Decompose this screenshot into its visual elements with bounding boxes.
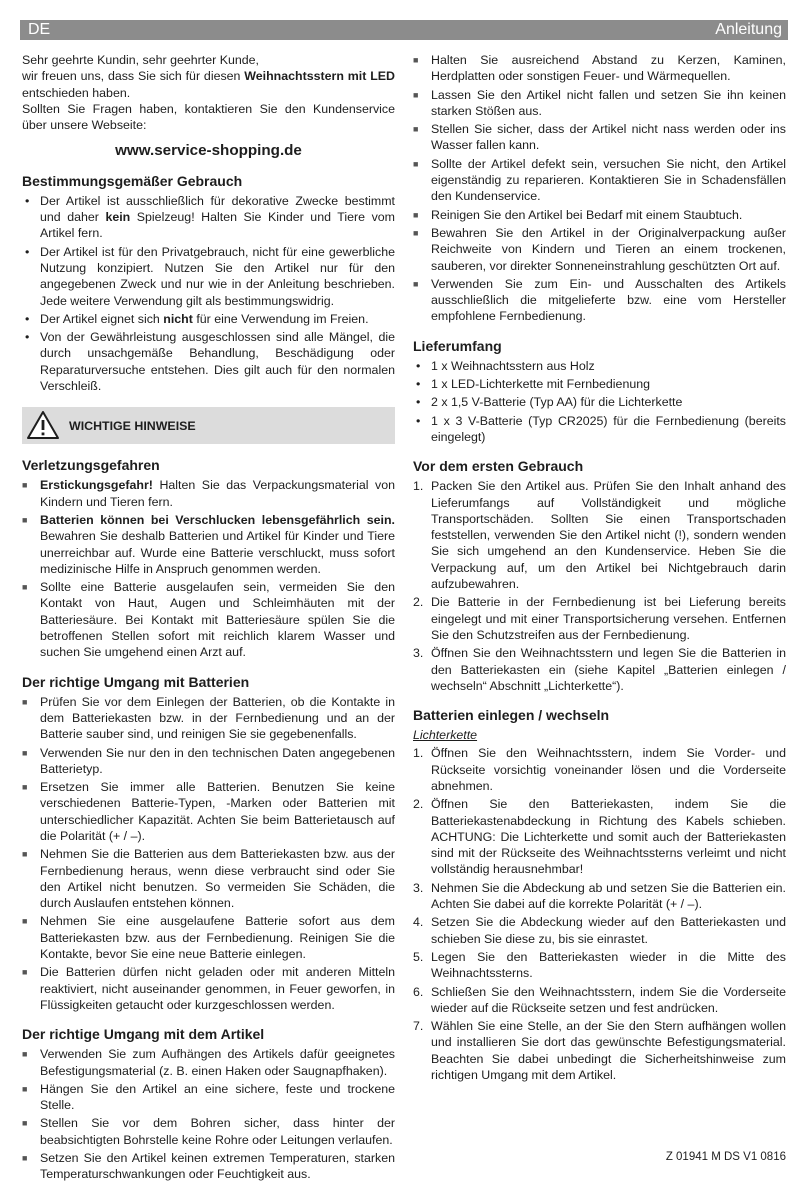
list-item: ■ Sollte eine Batterie ausgelaufen sein, vermeiden Sie den Kontakt von Haut, Augen und Schleimhäuten mit der Batteriesäure. Bei Kontakt mit Batteriesäure spülen Sie die betroffenen Stellen sofort mit reichlich klarem Wasser und suchen Sie umgehend einen Arzt auf. (22, 579, 395, 660)
contact-text: Sollten Sie Fragen haben, kontaktieren Sie den Kundenservice über unsere Webseite: (22, 101, 395, 133)
document-title: Anleitung (715, 21, 782, 38)
list-item: ■ Setzen Sie den Artikel keinen extremen Temperaturen, starken Temperaturschwankungen oder Feuchtigkeit aus. (22, 1150, 395, 1183)
verletzung-list (22, 477, 395, 660)
step-item: 4. Setzen Sie die Abdeckung wieder auf den Batteriekasten und schieben Sie diese zu, bis sie einrastet. (413, 915, 786, 946)
list-item: ■ Nehmen Sie die Batterien aus dem Batteriekasten bzw. aus der Fernbedienung heraus, wenn diese verbraucht sind oder Sie den Artikel nicht benutzen. So vermeiden Sie Schäden, die durch Auslaufen entstehen können. (22, 846, 395, 911)
section-heading-erster-gebrauch: Vor dem ersten Gebrauch (413, 458, 584, 475)
list-item: • 1 x LED-Lichterkette mit Fernbedienung (413, 376, 786, 392)
erster-gebrauch-steps (413, 478, 786, 694)
section-heading-verletzung: Verletzungsgefahren (22, 457, 160, 474)
list-item: ■ Nehmen Sie eine ausgelaufene Batterie sofort aus dem Batteriekasten bzw. aus der Fernbedienung. Reinigen Sie die Kontakte, bevor Sie eine neue Batterie einlegen. (22, 913, 395, 962)
intro-text: wir freuen uns, dass Sie sich für diesen Weihnachtsstern mit LED entschieden haben. (22, 69, 395, 100)
list-item: ■ Hängen Sie den Artikel an eine sichere, feste und trockene Stelle. (22, 1081, 395, 1114)
step-item: 2. Öffnen Sie den Batteriekasten, indem Sie die Batteriekastenabdeckung in Richtung des Kabels schieben. ACHTUNG: Die Lichterkette und somit auch der Batteriekasten sind mit der Rückseite des Weihnachtssterns verleimt und nicht vollständig herausnehmbar! (413, 797, 786, 877)
section-heading-artikel: Der richtige Umgang mit dem Artikel (22, 1026, 265, 1043)
bestimmung-list (22, 193, 395, 395)
list-item: • 1 x Weihnachtsstern aus Holz (413, 358, 786, 374)
list-item: ■ Reinigen Sie den Artikel bei Bedarf mit einem Staubtuch. (413, 207, 786, 223)
right-column (413, 52, 786, 1085)
artikel-list-part1 (22, 1046, 395, 1182)
list-item: • Der Artikel ist für den Privatgebrauch, nicht für eine gewerbliche Nutzung konzipiert. Nutzen Sie den Artikel nur für den angegebenen Zweck und nur wie in der Anleitung beschrieben. Jede weitere Verwendung gilt als bestimmungswidrig. (22, 244, 395, 309)
list-item: ■ Lassen Sie den Artikel nicht fallen und setzen Sie ihn keinen starken Stößen aus. (413, 87, 786, 120)
list-item: • 1 x 3 V-Batterie (Typ CR2025) für die Fernbedienung (bereits eingelegt) (413, 413, 786, 446)
step-item: 6. Schließen Sie den Weihnachtsstern, indem Sie die Vorderseite wieder auf die Rückseite setzen und fest andrücken. (413, 984, 786, 1015)
list-item: • Von der Gewährleistung ausgeschlossen sind alle Mängel, die durch unsachgemäße Behandlung, Beschädigung oder Reparaturversuche entstehen. Dies gilt auch für den normalen Verschleiß. (22, 329, 395, 394)
subheading-lichterkette: Lichterkette (413, 728, 478, 743)
list-item: ■ Halten Sie ausreichend Abstand zu Kerzen, Kaminen, Herdplatten oder sonstigen Feuer- und Wärmequellen. (413, 52, 786, 85)
section-heading-batterien: Der richtige Umgang mit Batterien (22, 673, 250, 690)
list-item: • 2 x 1,5 V-Batterie (Typ AA) für die Lichterkette (413, 394, 786, 410)
document-code: Z 01941 M DS V1 0816 (665, 1151, 786, 1163)
list-item: ■ Stellen Sie vor dem Bohren sicher, dass hinter der beabsichtigten Bohrstelle keine Rohre oder Leitungen verlaufen. (22, 1115, 395, 1148)
list-item: ■ Ersetzen Sie immer alle Batterien. Benutzen Sie keine verschiedenen Batterie-Typen, -Marken oder Batterien mit unterschiedlicher Kapazität. Achten Sie beim Batterietausch auf die Polarität (+ / –). (22, 779, 395, 844)
batterien-einlegen-steps (413, 745, 786, 1083)
list-item: ■ Bewahren Sie den Artikel in der Originalverpackung außer Reichweite von Kindern und Tieren an einem trockenen, sauberen, vor direkter Sonneneinstrahlung geschützten Ort auf. (413, 225, 786, 274)
batterien-list (22, 694, 395, 1014)
list-item: ■ Verwenden Sie nur den in den technischen Daten angegebenen Batterietyp. (22, 745, 395, 778)
language-label: DE (28, 21, 51, 38)
list-item: ■ Verwenden Sie zum Ein- und Ausschalten des Artikels ausschließlich die mitgelieferte bzw. eine vom Hersteller empfohlene Fernbedienung. (413, 276, 786, 325)
artikel-list-part2 (413, 52, 786, 325)
section-heading-bestimmung: Bestimmungsgemäßer Gebrauch (22, 172, 243, 189)
list-item: ■ Verwenden Sie zum Aufhängen des Artikels dafür geeignetes Befestigungsmaterial (z. B. einen Haken oder Saugnapfhaken). (22, 1046, 395, 1079)
list-item: ■ Stellen Sie sicher, dass der Artikel nicht nass werden oder ins Wasser fallen kann. (413, 121, 786, 154)
step-item: 2. Die Batterie in der Fernbedienung ist bei Lieferung bereits eingelegt und mit einer Transportsicherung versehen. Entfernen Sie den Schutzstreifen aus der Fernbedienung. (413, 595, 786, 642)
lieferumfang-list (413, 358, 786, 445)
step-item: 7. Wählen Sie eine Stelle, an der Sie den Stern aufhängen wollen und installieren Sie dort das gewünschte Befestigungsmaterial. Beachten Sie dabei unbedingt die Sicherheitshinweise zum richtigen Umgang mit dem Artikel. (413, 1019, 786, 1083)
header-bar (20, 20, 788, 40)
left-column (22, 52, 395, 1185)
list-item: • Der Artikel ist ausschließlich für dekorative Zwecke bestimmt und daher kein Spielzeug! Halten Sie Kinder und Tiere vom Artikel fern. (22, 193, 395, 242)
step-item: 1. Öffnen Sie den Weihnachtsstern, indem Sie Vorder- und Rückseite vorsichtig voneinander lösen und die Vorderseite abnehmen. (413, 746, 786, 793)
list-item: ■ Die Batterien dürfen nicht geladen oder mit anderen Mitteln reaktiviert, nicht auseinander genommen, in Feuer geworfen, in Flüssigkeiten getaucht oder kurzgeschlossen werden. (22, 964, 395, 1013)
greeting: Sehr geehrte Kundin, sehr geehrter Kunde, (22, 53, 259, 67)
step-item: 3. Nehmen Sie die Abdeckung ab und setzen Sie die Batterien ein. Achten Sie dabei auf die korrekte Polarität (+ / –). (413, 880, 786, 912)
list-item: ■ Sollte der Artikel defekt sein, versuchen Sie nicht, den Artikel eigenständig zu reparieren. Kontaktieren Sie in Schadensfällen den Kundenservice. (413, 156, 786, 205)
website-link[interactable]: www.service-shopping.de (115, 142, 302, 160)
section-heading-batterien-einlegen: Batterien einlegen / wechseln (413, 707, 610, 724)
warning-triangle-icon (26, 410, 60, 440)
step-item: 5. Legen Sie den Batteriekasten wieder in die Mitte des Weihnachtssterns. (413, 949, 786, 981)
section-heading-lieferumfang: Lieferumfang (413, 337, 502, 354)
step-item: 3. Öffnen Sie den Weihnachtsstern und legen Sie die Batterien in den Batteriekasten ein (siehe Kapitel „Batterien einlegen / wechseln“ Abschnitt „Lichterkette“). (413, 646, 786, 693)
warning-banner (22, 407, 395, 444)
step-item: 1. Packen Sie den Artikel aus. Prüfen Sie den Inhalt anhand des Lieferumfangs auf Vollständigkeit und mögliche Transportschäden. Sollten Sie einen Transportschaden feststellen, verwenden Sie den Artikel nicht (!), sondern wenden Sie sich umgehend an den Kundenservice. Heben Sie die Verpackung auf, um den Artikel bei Nichtgebrauch darin aufzubewahren. (413, 479, 786, 592)
warning-label: WICHTIGE HINWEISE (69, 419, 196, 434)
list-item: • Der Artikel eignet sich nicht für eine Verwendung im Freien. (22, 311, 395, 327)
list-item: ■ Prüfen Sie vor dem Einlegen der Batterien, ob die Kontakte in dem Batteriekasten bzw. in der Fernbedienung und an der Batterie sauber sind, und reinigen Sie sie gegebenenfalls. (22, 694, 395, 743)
list-item: ■ Batterien können bei Verschlucken lebensgefährlich sein. Bewahren Sie deshalb Batterien und Artikel für Kinder und Tiere unerreichbar auf. Wurde eine Batterie verschluckt, muss sofort medizinische Hilfe in Anspruch genommen werden. (22, 512, 395, 577)
list-item: ■ Erstickungsgefahr! Halten Sie das Verpackungsmaterial von Kindern und Tieren fern. (22, 477, 395, 510)
